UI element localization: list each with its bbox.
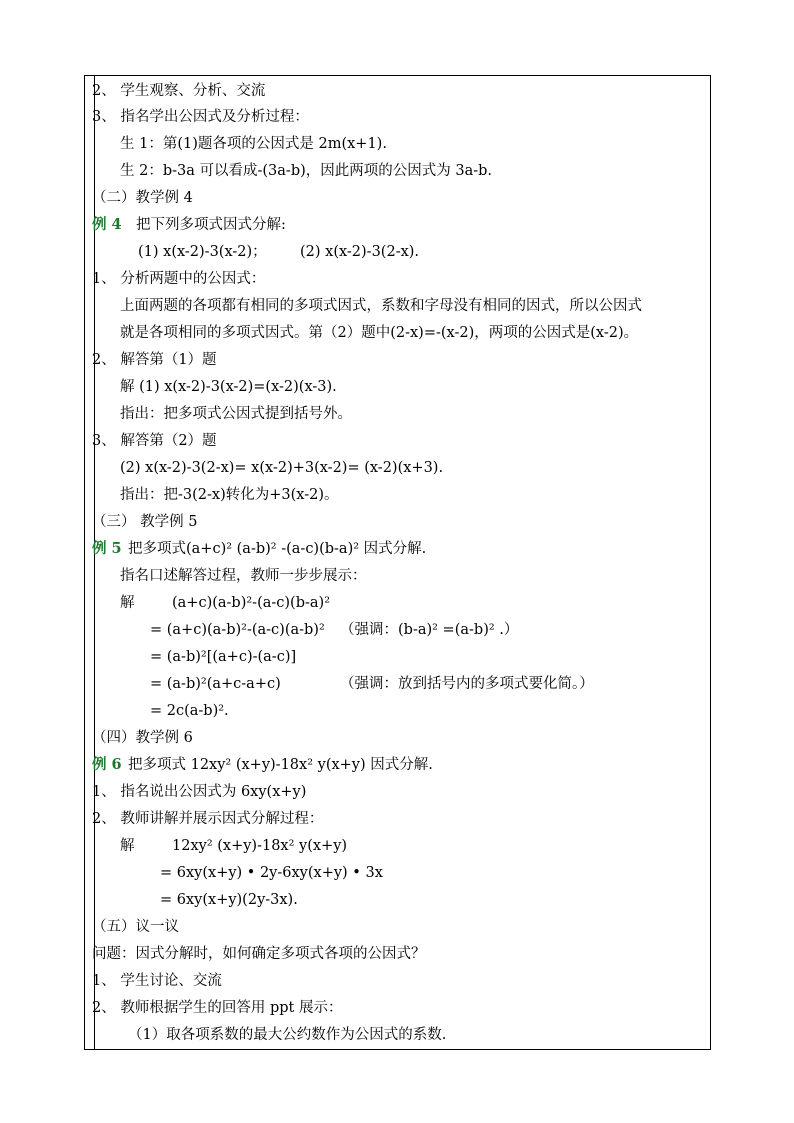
text-line: 问题：因式分解时，如何确定多项式各项的公因式？ <box>92 946 426 962</box>
formula-line: (2) x(x-2)-3(2-x)= x(x-2)+3(x-2)= (x-2)(x+3). <box>120 460 444 476</box>
text-line: 3、 解答第（2）题 <box>92 433 217 449</box>
text-line: 把多项式 12xy² (x+y)-18x² y(x+y) 因式分解. <box>128 757 433 773</box>
example-label: 例 6 <box>92 756 122 773</box>
text-line: 生 2：b-3a 可以看成-(3a-b)，因此两项的公因式为 3a-b. <box>120 163 493 179</box>
text-line: 3、 指名学出公因式及分析过程： <box>92 109 309 125</box>
formula-line: = (a-b)²[(a+c)-(a-c)] <box>150 649 297 665</box>
formula-line: (2) x(x-2)-3(2-x). <box>300 244 420 260</box>
formula-line: (1) x(x-2)-3(x-2)； <box>138 244 267 260</box>
text-line: 1、 学生讨论、交流 <box>92 973 222 989</box>
text-line: 就是各项相同的多项式因式。第（2）题中(2-x)=-(x-2)，两项的公因式是(x-2)。 <box>120 325 639 341</box>
formula-line: = 2c(a-b)². <box>150 703 229 719</box>
text-line: 1、 指名说出公因式为 6xy(x+y) <box>92 784 307 800</box>
example-label: 例 5 <box>92 540 122 557</box>
text-line: 把多项式(a+c)² (a-b)² -(a-c)(b-a)² 因式分解. <box>128 541 427 557</box>
example-label: 例 4 <box>92 216 122 233</box>
section-heading: （三） 教学例 5 <box>92 514 198 530</box>
text-line: 生 1：第(1)题各项的公因式是 2m(x+1). <box>120 136 387 152</box>
text-line: 2、 解答第（1）题 <box>92 352 217 368</box>
note-line: （强调：(b-a)² =(a-b)² .） <box>340 622 519 638</box>
note-line: （强调：放到括号内的多项式要化简。） <box>340 676 594 692</box>
section-heading: （四）教学例 6 <box>92 730 193 746</box>
solution-label: 解 <box>120 595 135 611</box>
text-line: （1）取各项系数的最大公约数作为公因式的系数. <box>128 1027 447 1043</box>
solution-label: 解 <box>120 838 135 854</box>
formula-line: 12xy² (x+y)-18x² y(x+y) <box>172 838 348 854</box>
formula-line: (a+c)(a-b)²-(a-c)(b-a)² <box>172 595 331 611</box>
formula-line: 解 (1) x(x-2)-3(x-2)=(x-2)(x-3). <box>120 379 337 395</box>
section-heading: （五）议一议 <box>92 919 179 935</box>
text-line: 1、 分析两题中的公因式： <box>92 271 266 287</box>
formula-line: = (a-b)²(a+c-a+c) <box>150 676 281 692</box>
formula-line: = 6xy(x+y) • 2y-6xy(x+y) • 3x <box>160 865 383 881</box>
text-line: 上面两题的各项都有相同的多项式因式，系数和字母没有相同的因式，所以公因式 <box>120 298 642 314</box>
text-line: 把下列多项式因式分解: <box>136 217 286 233</box>
section-heading: （二）教学例 4 <box>92 190 193 206</box>
text-line: 指出：把多项式公因式提到括号外。 <box>120 406 352 422</box>
text-line: 2、 教师根据学生的回答用 ppt 展示： <box>92 1000 343 1016</box>
formula-line: = (a+c)(a-b)²-(a-c)(a-b)² <box>150 622 325 638</box>
text-line: 指名口述解答过程，教师一步步展示： <box>120 568 367 584</box>
formula-line: = 6xy(x+y)(2y-3x). <box>160 892 298 908</box>
text-line: 2、 教师讲解并展示因式分解过程： <box>92 811 324 827</box>
text-line: 2、 学生观察、分析、交流 <box>92 83 266 99</box>
text-line: 指出：把-3(2-x)转化为+3(x-2)。 <box>120 487 339 503</box>
